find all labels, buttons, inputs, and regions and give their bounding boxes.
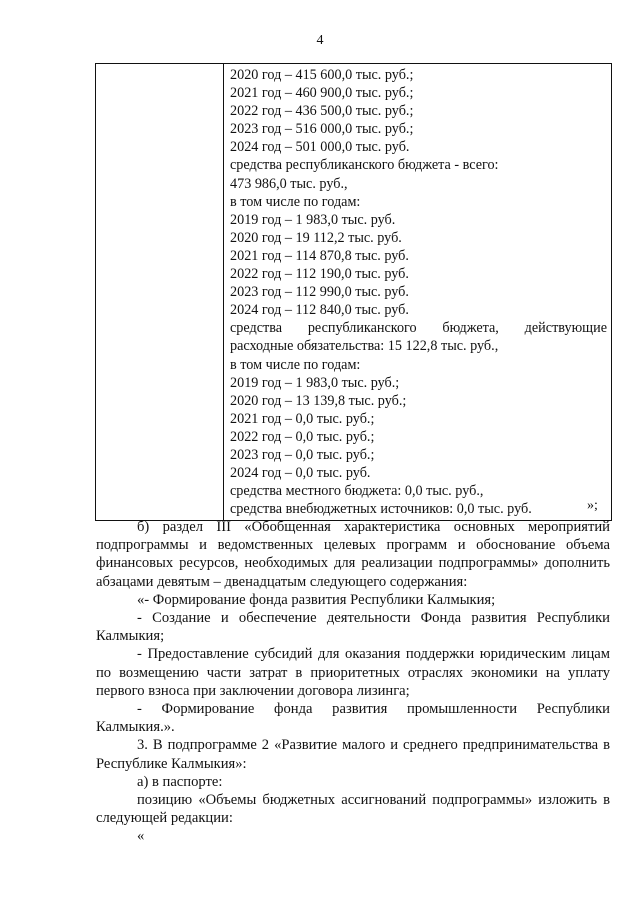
table-line: 2024 год – 501 000,0 тыс. руб. bbox=[230, 139, 410, 156]
table-line: в том числе по годам: bbox=[230, 356, 361, 373]
table-line: расходные обязательства: 15 122,8 тыс. руб., bbox=[230, 338, 499, 355]
table-line: 2019 год – 1 983,0 тыс. руб.; bbox=[230, 374, 400, 391]
table-line: 2022 год – 112 190,0 тыс. руб. bbox=[230, 266, 409, 283]
table-line: средства республиканского бюджета - всего: bbox=[230, 157, 499, 174]
paragraph: - Создание и обеспечение деятельности Фонда развития Республики Калмыкия; bbox=[96, 610, 610, 645]
page-number: 4 bbox=[316, 33, 324, 48]
table-line: 2020 год – 19 112,2 тыс. руб. bbox=[230, 229, 402, 246]
paragraph: 3. В подпрограмме 2 «Развитие малого и среднего предпринимательства в Республике Калмыкия»: bbox=[96, 737, 610, 772]
table-left-cell bbox=[96, 64, 224, 520]
table-line: 473 986,0 тыс. руб., bbox=[230, 175, 348, 192]
table-line: средства республиканского бюджета, действующие bbox=[230, 320, 607, 337]
table-line: 2021 год – 0,0 тыс. руб.; bbox=[230, 410, 375, 427]
paragraph: б) раздел III «Обобщенная характеристика основных мероприятий подпрограммы и ведомственных целевых программ и обоснование объема финансовых ресурсов, необходимых для реализации подпрограммы» дополнить абзацами девятым – двенадцатым следующего содержания: bbox=[96, 519, 610, 590]
table-line: в том числе по годам: bbox=[230, 193, 361, 210]
table-line: средства местного бюджета: 0,0 тыс. руб., bbox=[230, 483, 484, 500]
paragraph: «- Формирование фонда развития Республики Калмыкия; bbox=[137, 591, 496, 608]
paragraph: - Предоставление субсидий для оказания поддержки юридическим лицам по возмещению части затрат в приоритетных отраслях экономики на уплату первого взноса при заключении договора лизинга; bbox=[96, 646, 610, 699]
table-line: 2023 год – 0,0 тыс. руб.; bbox=[230, 446, 375, 463]
table-line: 2023 год – 516 000,0 тыс. руб.; bbox=[230, 121, 414, 138]
table-line: 2020 год – 415 600,0 тыс. руб.; bbox=[230, 67, 414, 83]
paragraph: а) в паспорте: bbox=[137, 773, 223, 790]
table-line: 2022 год – 0,0 тыс. руб.; bbox=[230, 428, 375, 445]
table-line: 2024 год – 112 840,0 тыс. руб. bbox=[230, 302, 409, 319]
paragraph: « bbox=[137, 828, 145, 845]
table-line: 2021 год – 460 900,0 тыс. руб.; bbox=[230, 85, 414, 102]
paragraph: - Формирование фонда развития промышленности Республики Калмыкия.». bbox=[96, 701, 610, 736]
table-line: 2020 год – 13 139,8 тыс. руб.; bbox=[230, 392, 407, 409]
budget-table bbox=[95, 63, 612, 521]
paragraph: позицию «Объемы бюджетных ассигнований подпрограммы» изложить в следующей редакции: bbox=[96, 792, 610, 827]
table-line: средства внебюджетных источников: 0,0 тыс. руб. bbox=[230, 501, 532, 518]
table-line: 2019 год – 1 983,0 тыс. руб. bbox=[230, 211, 396, 228]
table-line: 2021 год – 114 870,8 тыс. руб. bbox=[230, 247, 409, 264]
body-text bbox=[96, 518, 610, 846]
table-line: 2023 год – 112 990,0 тыс. руб. bbox=[230, 284, 409, 301]
table-right-cell bbox=[224, 64, 611, 520]
table-line: 2024 год – 0,0 тыс. руб. bbox=[230, 465, 371, 482]
table-line: 2022 год – 436 500,0 тыс. руб.; bbox=[230, 103, 414, 120]
closing-quote: »; bbox=[587, 498, 598, 513]
